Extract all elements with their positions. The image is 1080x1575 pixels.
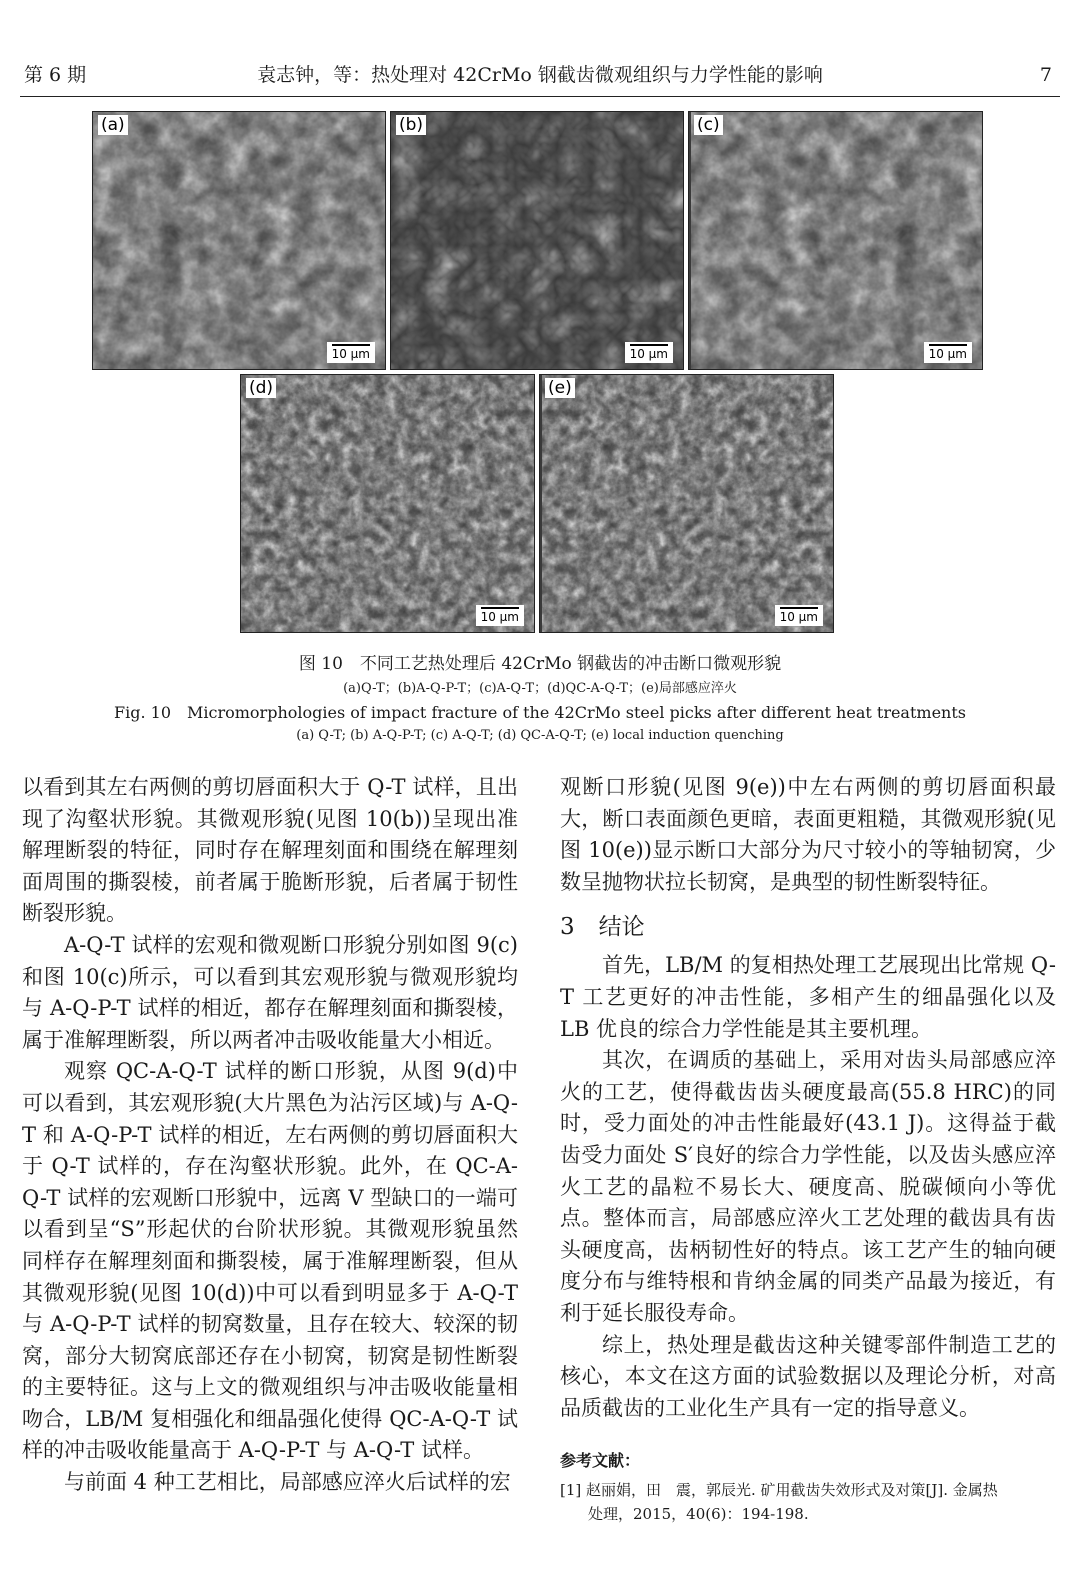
- panel-label-b: (b): [396, 115, 426, 135]
- reference-text: [1] 赵丽娟，田 震，郭辰光. 矿用截齿失效形式及对策[J]. 金属热: [560, 1481, 998, 1500]
- paragraph: 综上，热处理是截齿这种关键零部件制造工艺的核心，本文在这方面的试验数据以及理论分析，对高品质截齿的工业化生产具有一定的指导意义。: [560, 1332, 1056, 1420]
- left-column: [22, 772, 518, 1499]
- paragraph: 以看到其左右两侧的剪切唇面积大于 Q-T 试样，且出现了沟壑状形貌。其微观形貌(见图 10(b))呈现出准解理断裂的特征，同时存在解理刻面和围绕在解理刻面周围的撕裂棱，前者属于脆断形貌，后者属于韧性断裂形貌。: [22, 775, 518, 926]
- section-number: 3: [560, 914, 575, 941]
- scale-label: 10 μm: [928, 347, 967, 361]
- fracture-texture: [689, 112, 982, 369]
- reference-item: [560, 1478, 1056, 1526]
- panel-label-a: (a): [98, 115, 128, 135]
- panel-label-d: (d): [246, 378, 276, 398]
- sem-image-d: [240, 374, 535, 633]
- scale-bar-b: [625, 342, 673, 363]
- figure-caption-en: Fig. 10 Micromorphologies of impact fracture of the 42CrMo steel picks after different heat treatments: [114, 703, 966, 722]
- header-rule: [20, 96, 1060, 97]
- running-title: 袁志钟，等：热处理对 42CrMo 钢截齿微观组织与力学性能的影响: [257, 64, 823, 86]
- scale-bar-d: [476, 605, 524, 626]
- paragraph: A-Q-T 试样的宏观和微观断口形貌分别如图 9(c)和图 10(c)所示，可以看到其宏观形貌与微观形貌均与 A-Q-P-T 试样的相近，都存在解理刻面和撕裂棱，属于准解理断裂，所以两者冲击吸收能量大小相近。: [22, 932, 518, 1052]
- scale-label: 10 μm: [779, 610, 818, 624]
- sem-image-c: [688, 111, 983, 370]
- paragraph: 观察 QC-A-Q-T 试样的断口形貌，从图 9(d)中可以看到，其宏观形貌(大片黑色为沾污区域)与 A-Q-T 和 A-Q-P-T 试样的相近，左右两侧的剪切唇面积大于 Q-T 试样的，存在沟壑状形貌。此外，在 QC-A-Q-T 试样的宏观断口形貌中，远离 V 型缺口的一端可以看到呈“S”形起伏的台阶状形貌。其微观形貌虽然同样存在解理刻面和撕裂棱，属于准解理断裂，但从其微观形貌(见图 10(d))中可以看到明显多于 A-Q-T 与 A-Q-P-T 试样的韧窝数量，且存在较大、较深的韧窝，部分大韧窝底部还存在小韧窝，韧窝是韧性断裂的主要特征。这与上文的微观组织与冲击吸收能量相吻合，LB/M 复相强化和细晶强化使得 QC-A-Q-T 试样的冲击吸收能量高于 A-Q-P-T 与 A-Q-T 试样。: [22, 1059, 518, 1463]
- section-title: 结论: [598, 914, 645, 941]
- fracture-texture: [540, 375, 833, 632]
- scale-label: 10 μm: [629, 347, 668, 361]
- figure-subcaption-en: (a) Q-T; (b) A-Q-P-T; (c) A-Q-T; (d) QC-A-Q-T; (e) local induction quenching: [296, 728, 784, 743]
- sem-image-a: [92, 111, 386, 370]
- scale-label: 10 μm: [480, 610, 519, 624]
- sem-image-b: [390, 111, 684, 370]
- page-number: 7: [1039, 64, 1052, 86]
- fracture-texture: [391, 112, 683, 369]
- sem-image-e: [539, 374, 834, 633]
- figure-subcaption-cn: (a)Q-T；(b)A-Q-P-T；(c)A-Q-T；(d)QC-A-Q-T；(e)局部感应淬火: [343, 681, 737, 696]
- scale-bar-a: [327, 342, 375, 363]
- paragraph: 首先，LB/M 的复相热处理工艺展现出比常规 Q-T 工艺更好的冲击性能，多相产生的细晶强化以及 LB 优良的综合力学性能是其主要机理。: [560, 953, 1056, 1041]
- paragraph: 与前面 4 种工艺相比，局部感应淬火后试样的宏: [64, 1470, 511, 1495]
- references-heading: 参考文献：: [560, 1451, 641, 1471]
- issue-number: 第 6 期: [24, 64, 87, 86]
- scale-label: 10 μm: [331, 347, 370, 361]
- scale-bar-e: [775, 605, 823, 626]
- figure-caption-cn: 图 10 不同工艺热处理后 42CrMo 钢截齿的冲击断口微观形貌: [298, 654, 782, 674]
- fracture-texture: [241, 375, 534, 632]
- right-column: [560, 772, 1056, 1526]
- panel-label-e: (e): [545, 378, 575, 398]
- scale-bar-c: [924, 342, 972, 363]
- paragraph: 观断口形貌(见图 9(e))中左右两侧的剪切唇面积最大，断口表面颜色更暗，表面更粗糙，其微观形貌(见图 10(e))显示断口大部分为尺寸较小的等轴韧窝，少数呈抛物状拉长韧窝，是典型的韧性断裂特征。: [560, 775, 1056, 894]
- fracture-texture: [93, 112, 385, 369]
- paragraph: 其次，在调质的基础上，采用对齿头局部感应淬火的工艺，使得截齿齿头硬度最高(55.8 HRC)的同时，受力面处的冲击性能最好(43.1 J)。这得益于截齿受力面处 S′良好的综合力学性能，以及齿头感应淬火工艺的晶粒不易长大、硬度高、脱碳倾向小等优点。整体而言，局部感应淬火工艺处理的截齿具有齿头硬度高，齿柄韧性好的特点。该工艺产生的轴向硬度分布与维特根和肯纳金属的同类产品最为接近，有利于延长服役寿命。: [560, 1048, 1056, 1325]
- reference-text-cont: 处理，2015，40(6)：194-198.: [588, 1505, 809, 1524]
- panel-label-c: (c): [694, 115, 723, 135]
- section-heading: [560, 912, 1056, 942]
